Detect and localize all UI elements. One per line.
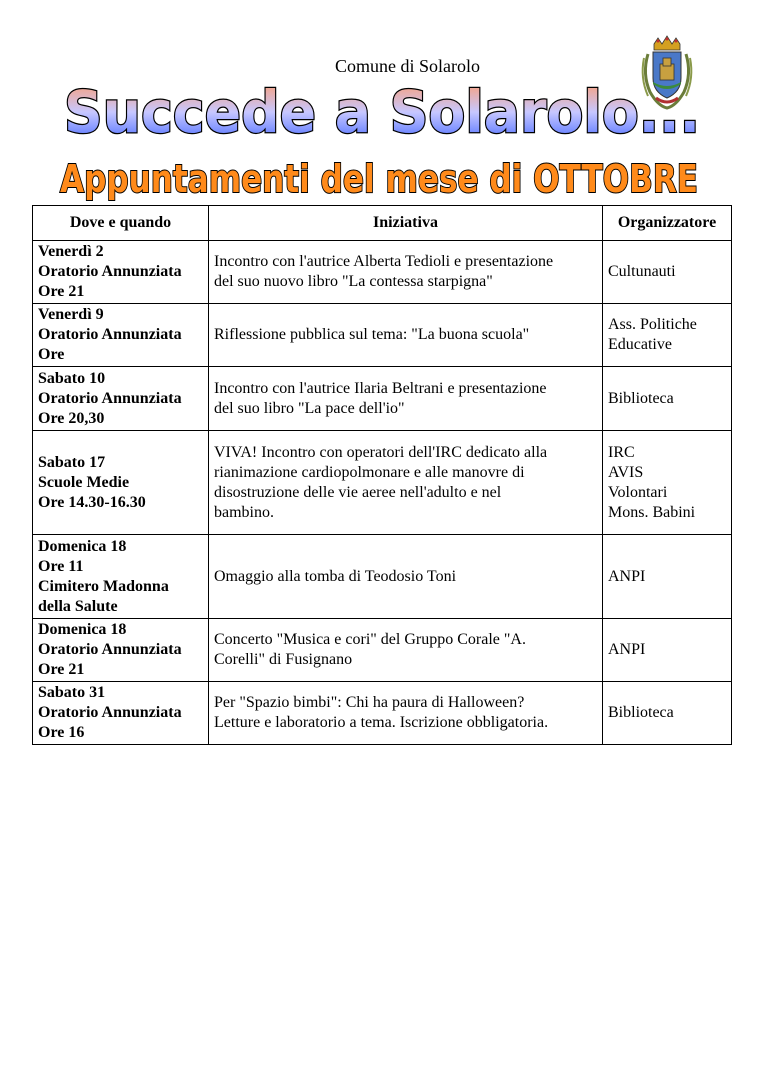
organizer-cell <box>603 619 732 682</box>
initiative-cell <box>209 241 603 304</box>
where-line: Venerdì 2 <box>38 243 104 260</box>
page-title: Succede a Solarolo... <box>64 78 700 146</box>
table-row <box>33 367 732 431</box>
where-line: Ore 20,30 <box>38 409 105 427</box>
initiative-cell <box>209 682 603 745</box>
initiative-cell <box>209 304 603 367</box>
initiative-cell <box>209 431 603 535</box>
where-line: Sabato 10 <box>38 369 106 387</box>
where-line: Cimitero Madonna <box>38 577 169 595</box>
initiative-cell <box>209 367 603 431</box>
initiative-line: Riflessione pubblica sul tema: "La buona scuola" <box>214 326 530 343</box>
table-row <box>33 535 732 619</box>
where-line: Oratorio Annunziata <box>38 704 182 721</box>
where-line: Oratorio Annunziata <box>38 641 182 658</box>
header-initiative: Iniziativa <box>209 206 603 241</box>
header-organizer: Organizzatore <box>603 206 732 241</box>
initiative-line: Corelli" di Fusignano <box>214 651 353 668</box>
table-row <box>33 304 732 367</box>
organizer-line: ANPI <box>608 641 646 658</box>
table-row <box>33 619 732 682</box>
where-cell <box>33 367 209 431</box>
where-line: Scuole Medie <box>38 473 130 491</box>
initiative-line: rianimazione cardiopolmonare e alle manovre di <box>214 463 525 481</box>
initiative-line: Incontro con l'autrice Ilaria Beltrani e presentazione <box>214 379 547 397</box>
where-cell <box>33 241 209 304</box>
where-line: Domenica 18 <box>38 621 127 638</box>
organizer-line: Biblioteca <box>608 704 674 721</box>
where-cell <box>33 619 209 682</box>
table-row <box>33 682 732 745</box>
where-line: Ore 14.30-16.30 <box>38 493 146 511</box>
organizer-line: Mons. Babini <box>608 503 696 521</box>
initiative-cell <box>209 619 603 682</box>
where-line: Sabato 31 <box>38 684 106 701</box>
organizer-cell <box>603 367 732 431</box>
where-line: Ore <box>38 346 65 363</box>
initiative-line: disostruzione delle vie aeree nell'adulto e nel <box>214 483 502 501</box>
where-line: Ore 16 <box>38 724 85 741</box>
organizer-cell <box>603 241 732 304</box>
title-banner <box>40 74 720 204</box>
organizer-line: ANPI <box>608 567 646 585</box>
where-cell <box>33 535 209 619</box>
where-line: Venerdì 9 <box>38 306 104 323</box>
organizer-line: IRC <box>608 443 635 461</box>
organizer-line: Volontari <box>608 483 668 501</box>
table-row <box>33 431 732 535</box>
events-table <box>32 205 732 745</box>
initiative-line: del suo nuovo libro "La contessa starpigna" <box>214 273 493 290</box>
initiative-line: Incontro con l'autrice Alberta Tedioli e presentazione <box>214 253 554 270</box>
organizer-line: Ass. Politiche <box>608 316 697 333</box>
where-line: Oratorio Annunziata <box>38 263 182 280</box>
organizer-line: Educative <box>608 336 672 353</box>
initiative-line: bambino. <box>214 503 274 521</box>
organizer-line: AVIS <box>608 463 644 481</box>
where-cell <box>33 431 209 535</box>
where-line: Oratorio Annunziata <box>38 389 182 407</box>
table-row <box>33 241 732 304</box>
where-cell <box>33 304 209 367</box>
initiative-line: Per "Spazio bimbi": Chi ha paura di Halloween? <box>214 694 525 711</box>
where-cell <box>33 682 209 745</box>
organizer-cell <box>603 535 732 619</box>
initiative-line: Omaggio alla tomba di Teodosio Toni <box>214 567 457 585</box>
where-line: Domenica 18 <box>38 537 127 555</box>
table-header-row <box>33 206 732 241</box>
organizer-line: Cultunauti <box>608 263 676 280</box>
initiative-line: del suo libro "La pace dell'io" <box>214 399 405 417</box>
initiative-line: Concerto "Musica e cori" del Gruppo Corale "A. <box>214 631 526 648</box>
where-line: Ore 11 <box>38 557 84 575</box>
where-line: Oratorio Annunziata <box>38 326 182 343</box>
header-where: Dove e quando <box>33 206 209 241</box>
organizer-cell <box>603 431 732 535</box>
page-subtitle: Appuntamenti del mese di OTTOBRE <box>60 157 698 201</box>
organizer-cell <box>603 304 732 367</box>
organizer-line: Biblioteca <box>608 389 674 407</box>
organizer-cell <box>603 682 732 745</box>
where-line: Ore 21 <box>38 661 85 678</box>
municipality-name: Comune di Solarolo <box>335 56 480 76</box>
where-line: della Salute <box>38 597 118 615</box>
initiative-line: Letture e laboratorio a tema. Iscrizione obbligatoria. <box>214 714 549 731</box>
where-line: Ore 21 <box>38 283 85 300</box>
where-line: Sabato 17 <box>38 453 106 471</box>
initiative-line: VIVA! Incontro con operatori dell'IRC dedicato alla <box>214 443 548 461</box>
initiative-cell <box>209 535 603 619</box>
